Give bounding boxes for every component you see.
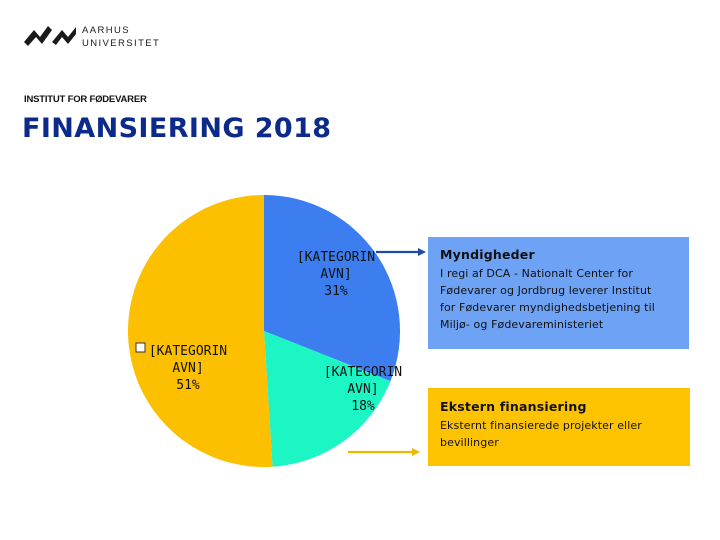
myndigheder-line: Fødevarer og Jordbrug leverer Institut <box>440 284 652 297</box>
myndigheder-callout <box>428 237 689 349</box>
myndigheder-line: Miljø- og Fødevareministeriet <box>440 318 604 331</box>
pie-data-label: [KATEGORIN <box>148 344 228 359</box>
myndigheder-line: for Fødevarer myndighedsbetjening til <box>440 301 655 314</box>
myndigheder-text <box>440 265 677 333</box>
pie-slice <box>128 195 273 467</box>
pie-data-label: [KATEGORIN <box>323 365 403 380</box>
university-name-line1: AARHUS <box>82 25 130 36</box>
ekstern-text <box>440 417 678 451</box>
ekstern-line: Eksternt finansierede projekter eller <box>440 419 642 432</box>
pie-data-label: [KATEGORIN <box>296 250 376 265</box>
pie-data-label: 31% <box>324 284 348 299</box>
department-name: INSTITUT FOR FØDEVARER <box>24 94 147 105</box>
myndigheder-title: Myndigheder <box>440 247 535 262</box>
myndigheder-line: I regi af DCA - Nationalt Center for <box>440 267 633 280</box>
pie-data-label: AVN] <box>320 267 352 282</box>
legend-marker <box>136 343 145 352</box>
ekstern-title: Ekstern finansiering <box>440 399 587 414</box>
pie-data-label: 18% <box>351 399 375 414</box>
pie-data-label: AVN] <box>172 361 204 376</box>
pie-data-label: 51% <box>176 378 200 393</box>
ekstern-line: bevillinger <box>440 436 499 449</box>
ekstern-callout <box>428 388 690 466</box>
page-title: FINANSIERING 2018 <box>22 113 332 144</box>
pie-data-label: AVN] <box>347 382 379 397</box>
university-name-line2: UNIVERSITET <box>82 38 161 49</box>
